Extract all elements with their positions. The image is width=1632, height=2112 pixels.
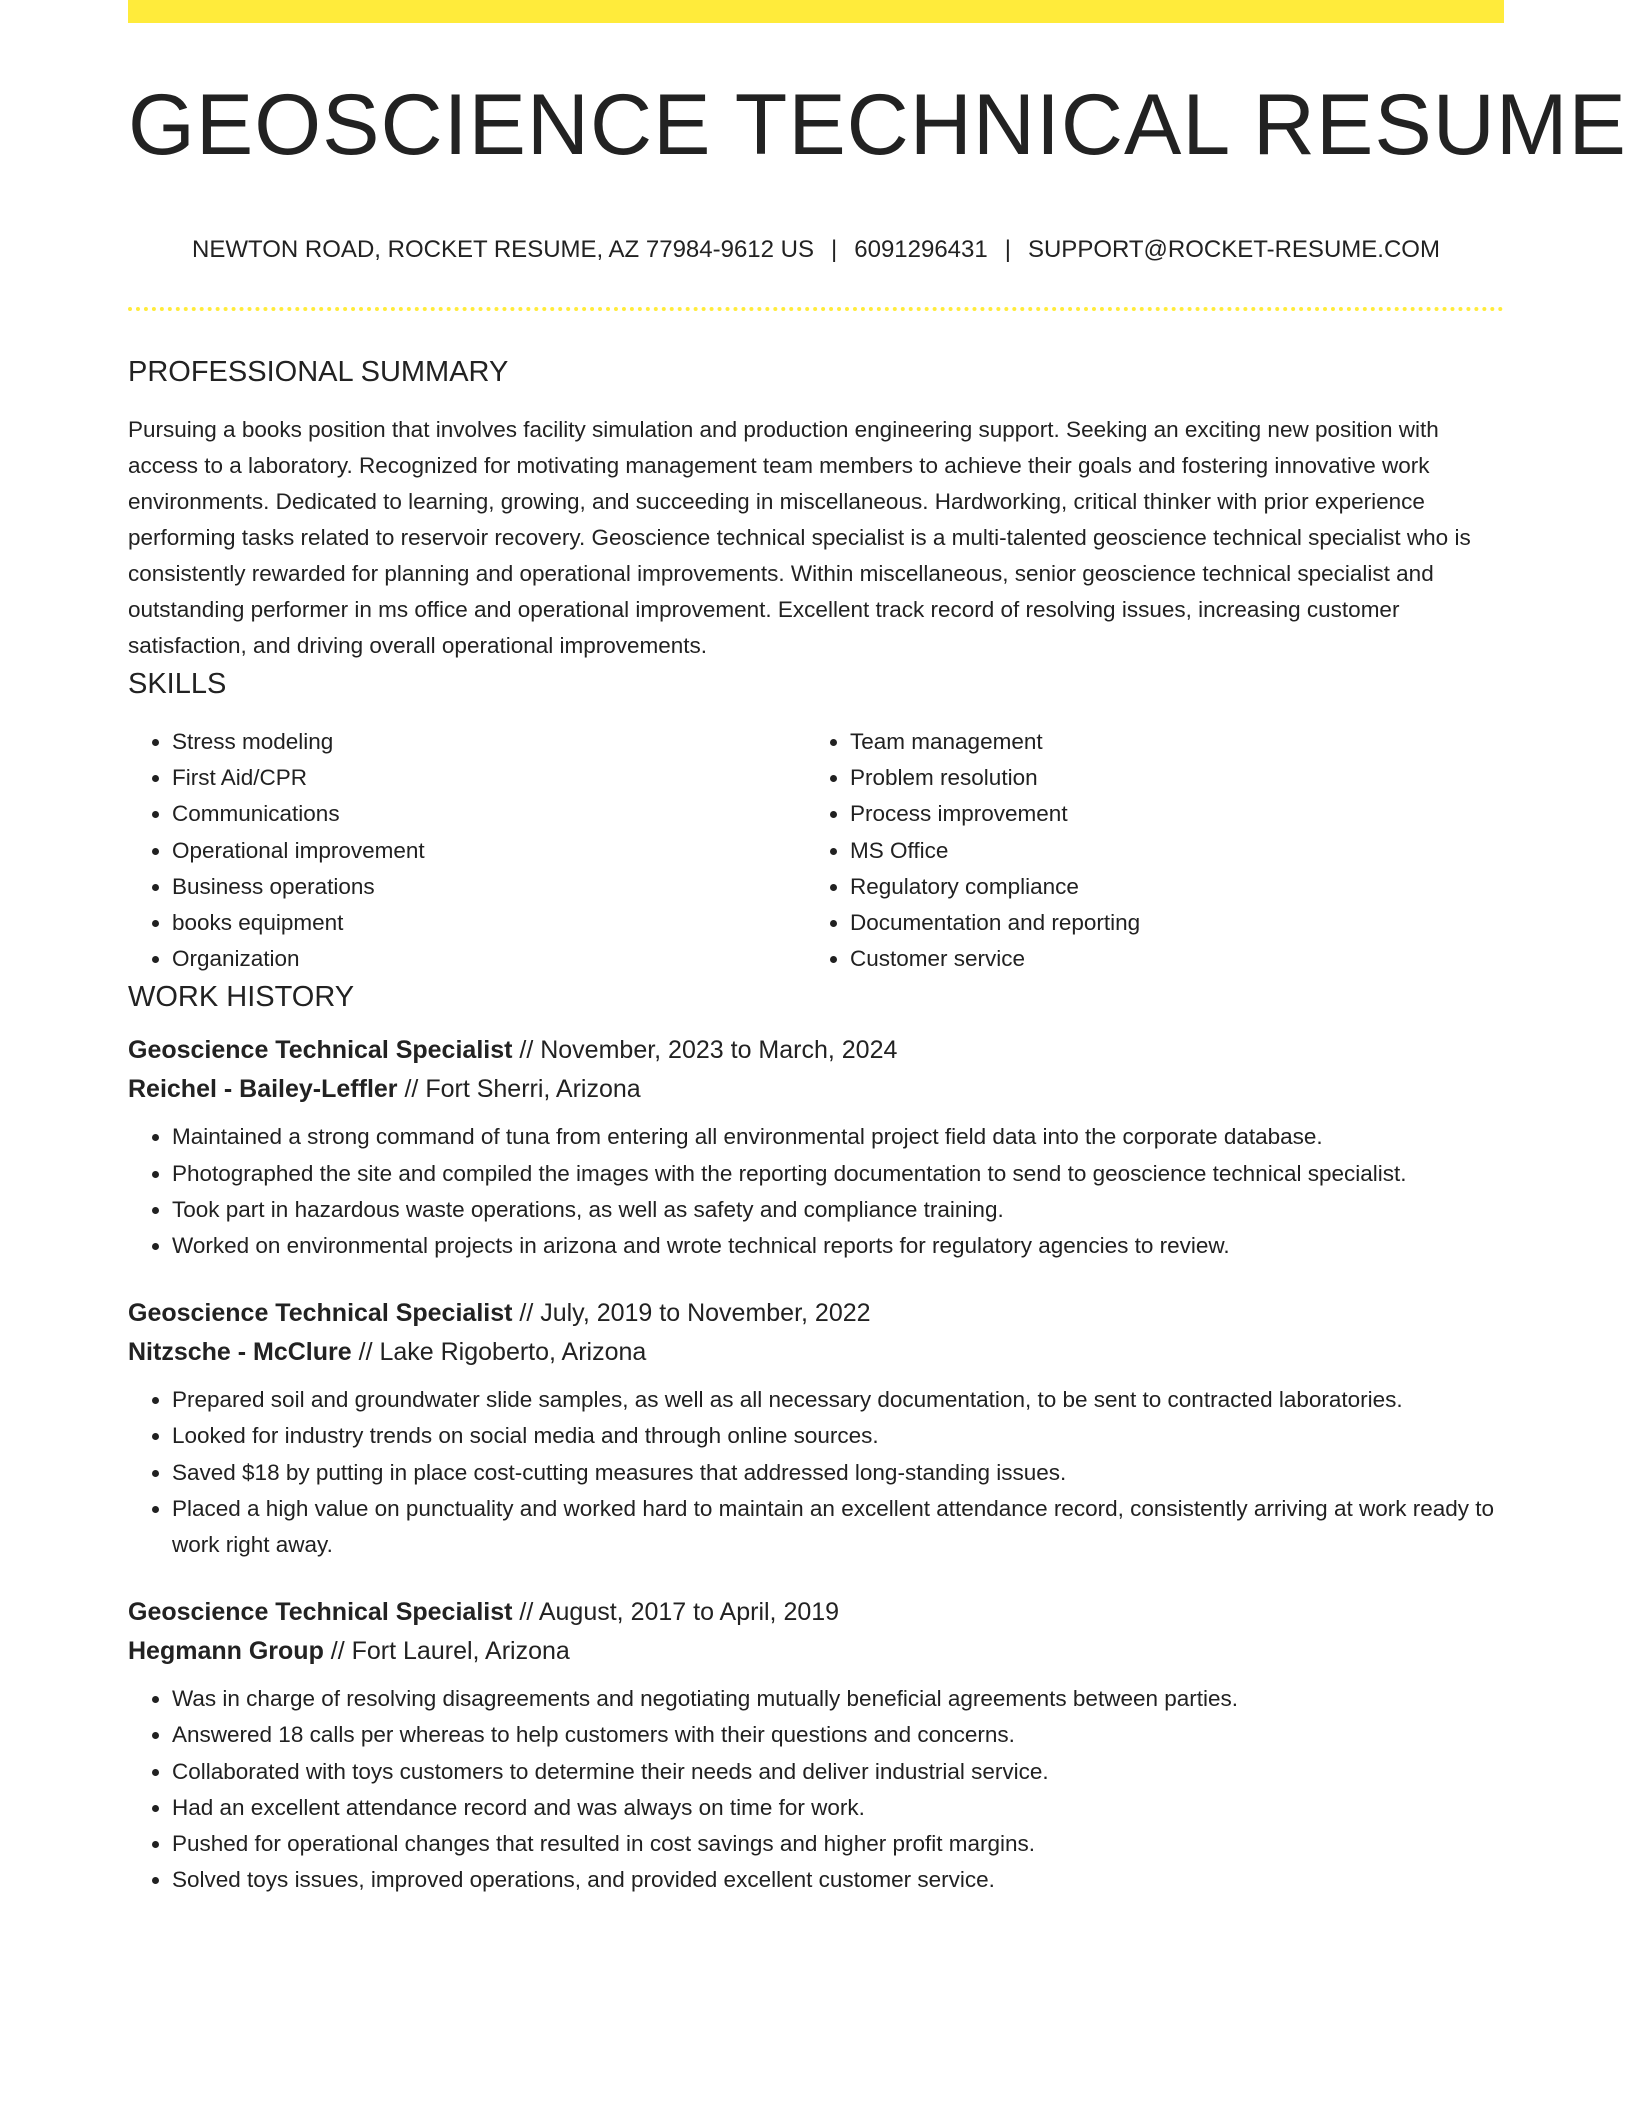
job-bullet: • Took part in hazardous waste operations, as well as safety and compliance training. (172, 1192, 1504, 1228)
job-bullet: • Had an excellent attendance record and was always on time for work. (172, 1790, 1504, 1826)
skill-item: • Customer service (850, 941, 1484, 977)
job-bullets (128, 1681, 1504, 1898)
skill-item: • Communications (172, 796, 806, 832)
job-location: // Lake Rigoberto, Arizona (358, 1338, 647, 1367)
job-company-line (128, 1333, 1504, 1372)
job-bullet: • Photographed the site and compiled the images with the reporting documentation to send to geoscience technical specialist. (172, 1156, 1504, 1192)
contact-separator: | (831, 236, 838, 263)
job-title: Geoscience Technical Specialist (128, 1299, 513, 1328)
job-entry (128, 1593, 1504, 1898)
job-location: // Fort Laurel, Arizona (330, 1637, 570, 1666)
job-title: Geoscience Technical Specialist (128, 1598, 513, 1627)
job-entry (128, 1031, 1504, 1264)
skill-item: • Team management (850, 724, 1484, 760)
skill-item: • Documentation and reporting (850, 905, 1484, 941)
job-bullet: • Placed a high value on punctuality and worked hard to maintain an excellent attendance record, consistently arriving at work ready to work right away. (172, 1491, 1504, 1563)
skill-item: • Stress modeling (172, 724, 806, 760)
skills-heading: SKILLS (128, 668, 227, 700)
job-bullets (128, 1119, 1504, 1264)
job-company-line (128, 1070, 1504, 1109)
contact-address: NEWTON ROAD, ROCKET RESUME, AZ 77984-9612 US (192, 236, 815, 263)
job-title-line (128, 1593, 1504, 1632)
resume-title: GEOSCIENCE TECHNICAL RESUME (128, 77, 1627, 173)
job-bullet: • Pushed for operational changes that resulted in cost savings and higher profit margins. (172, 1826, 1504, 1862)
skill-item: • First Aid/CPR (172, 760, 806, 796)
summary-text: Pursuing a books position that involves facility simulation and production engineering support. Seeking an exciting new position with access to a laboratory. Recognized for motivating management team members to achieve their goals and fostering innovative work environments. Dedicated to learning, growing, and succeeding in miscellaneous. Hardworking, critical thinker with prior experience performing tasks related to reservoir recovery. Geoscience technical specialist is a multi-talented geoscience technical specialist who is consistently rewarded for planning and operational improvements. Within miscellaneous, senior geoscience technical specialist and outstanding performer in ms office and operational improvement. Excellent track record of resolving issues, increasing customer satisfaction, and driving overall operational improvements. (128, 417, 1471, 658)
skill-item: • Regulatory compliance (850, 869, 1484, 905)
job-title-line (128, 1031, 1504, 1070)
skill-item: • Problem resolution (850, 760, 1484, 796)
job-dates: // November, 2023 to March, 2024 (519, 1036, 898, 1065)
job-location: // Fort Sherri, Arizona (404, 1075, 641, 1104)
skill-item: • Operational improvement (172, 833, 806, 869)
contact-email: SUPPORT@ROCKET-RESUME.COM (1027, 236, 1440, 263)
job-company: Hegmann Group (128, 1637, 324, 1666)
skills-right-list (806, 724, 1484, 977)
skill-item: • Business operations (172, 869, 806, 905)
accent-bar (128, 0, 1504, 23)
work-history-heading: WORK HISTORY (128, 981, 355, 1014)
job-company: Reichel - Bailey-Leffler (128, 1075, 398, 1104)
job-bullet: • Prepared soil and groundwater slide samples, as well as all necessary documentation, to be sent to contracted laboratories. (172, 1382, 1504, 1418)
job-company-line (128, 1632, 1504, 1671)
skill-item: • Process improvement (850, 796, 1484, 832)
job-bullet: • Answered 18 calls per whereas to help customers with their questions and concerns. (172, 1717, 1504, 1753)
skill-item: • MS Office (850, 833, 1484, 869)
job-title: Geoscience Technical Specialist (128, 1036, 513, 1065)
job-bullet: • Collaborated with toys customers to determine their needs and deliver industrial service. (172, 1754, 1504, 1790)
job-bullet: • Worked on environmental projects in arizona and wrote technical reports for regulatory agencies to review. (172, 1228, 1504, 1264)
job-company: Nitzsche - McClure (128, 1338, 352, 1367)
job-title-line (128, 1294, 1504, 1333)
resume-body (128, 352, 1504, 1898)
job-bullet: • Solved toys issues, improved operations, and provided excellent customer service. (172, 1862, 1504, 1898)
job-dates: // August, 2017 to April, 2019 (519, 1598, 840, 1627)
skills-columns (128, 724, 1504, 977)
job-bullet: • Looked for industry trends on social media and through online sources. (172, 1418, 1504, 1454)
skill-item: • books equipment (172, 905, 806, 941)
job-entry (128, 1294, 1504, 1563)
contact-line (128, 236, 1504, 264)
skill-item: • Organization (172, 941, 806, 977)
skills-left-list (128, 724, 806, 977)
contact-phone: 6091296431 (854, 236, 988, 263)
job-bullet: • Was in charge of resolving disagreements and negotiating mutually beneficial agreements between parties. (172, 1681, 1504, 1717)
header-divider (128, 307, 1504, 311)
contact-separator: | (1004, 236, 1011, 263)
job-dates: // July, 2019 to November, 2022 (519, 1299, 871, 1328)
job-bullets (128, 1382, 1504, 1563)
job-bullet: • Saved $18 by putting in place cost-cutting measures that addressed long-standing issues. (172, 1455, 1504, 1491)
summary-heading: PROFESSIONAL SUMMARY (128, 356, 509, 388)
job-bullet: • Maintained a strong command of tuna from entering all environmental project field data into the corporate database. (172, 1119, 1504, 1155)
